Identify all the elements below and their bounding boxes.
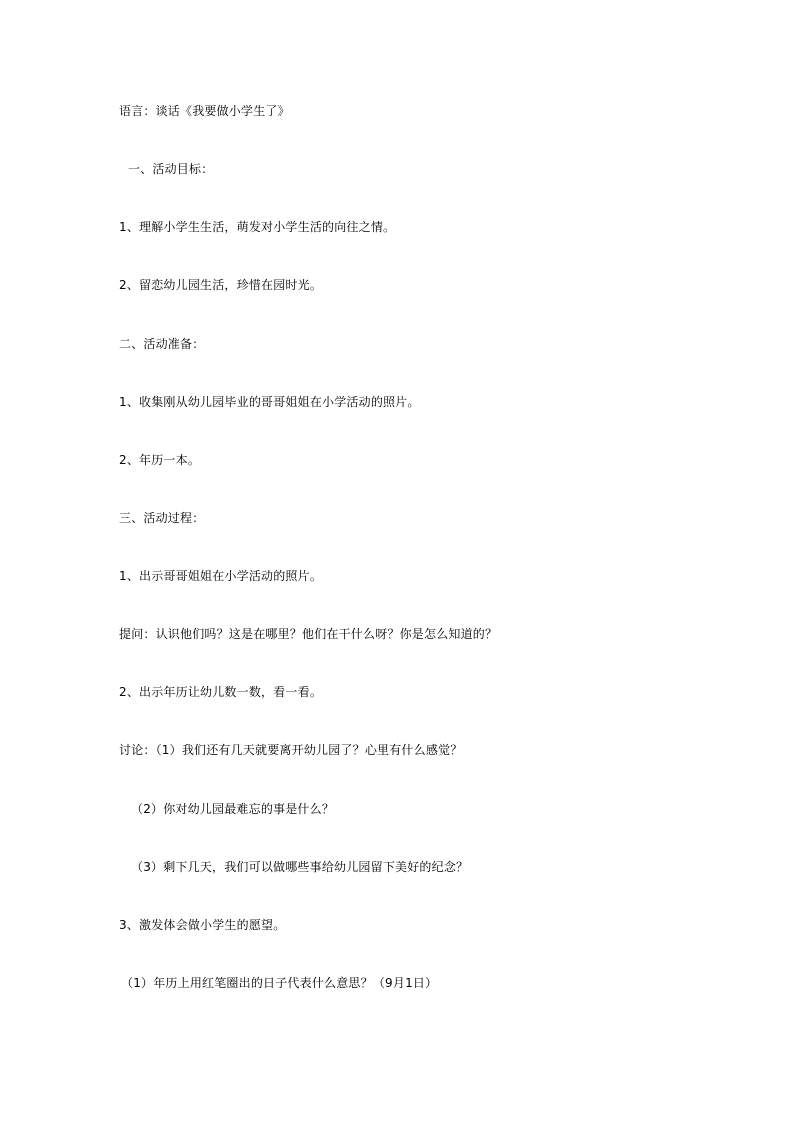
process-step-3-question-1: （1）年历上用红笔圈出的日子代表什么意思？（9月1日） xyxy=(121,976,438,990)
process-step-1: 1、出示哥哥姐姐在小学活动的照片。 xyxy=(119,569,323,583)
preparation-item-2: 2、年历一本。 xyxy=(119,453,201,467)
process-step-2: 2、出示年历让幼儿数一数，看一看。 xyxy=(119,685,323,699)
goal-item-1: 1、理解小学生生活，萌发对小学生活的向往之情。 xyxy=(119,220,396,234)
section-heading-process: 三、活动过程： xyxy=(119,511,205,525)
document-title: 语言：谈话《我要做小学生了》 xyxy=(119,104,290,118)
goal-item-2: 2、留恋幼儿园生活，珍惜在园时光。 xyxy=(119,278,323,292)
discussion-item-3: （3）剩下几天，我们可以做哪些事给幼儿园留下美好的纪念？ xyxy=(131,860,469,874)
discussion-item-2: （2）你对幼儿园最难忘的事是什么？ xyxy=(131,802,335,816)
section-heading-goals: 一、活动目标： xyxy=(128,162,214,176)
process-step-3: 3、激发体会做小学生的愿望。 xyxy=(119,918,286,932)
preparation-item-1: 1、收集刚从幼儿园毕业的哥哥姐姐在小学活动的照片。 xyxy=(119,395,420,409)
process-question: 提问：认识他们吗？这是在哪里？他们在干什么呀？你是怎么知道的？ xyxy=(119,627,498,641)
section-heading-preparation: 二、活动准备： xyxy=(119,337,205,351)
discussion-item-1: 讨论：（1）我们还有几天就要离开幼儿园了？心里有什么感觉？ xyxy=(119,743,463,757)
